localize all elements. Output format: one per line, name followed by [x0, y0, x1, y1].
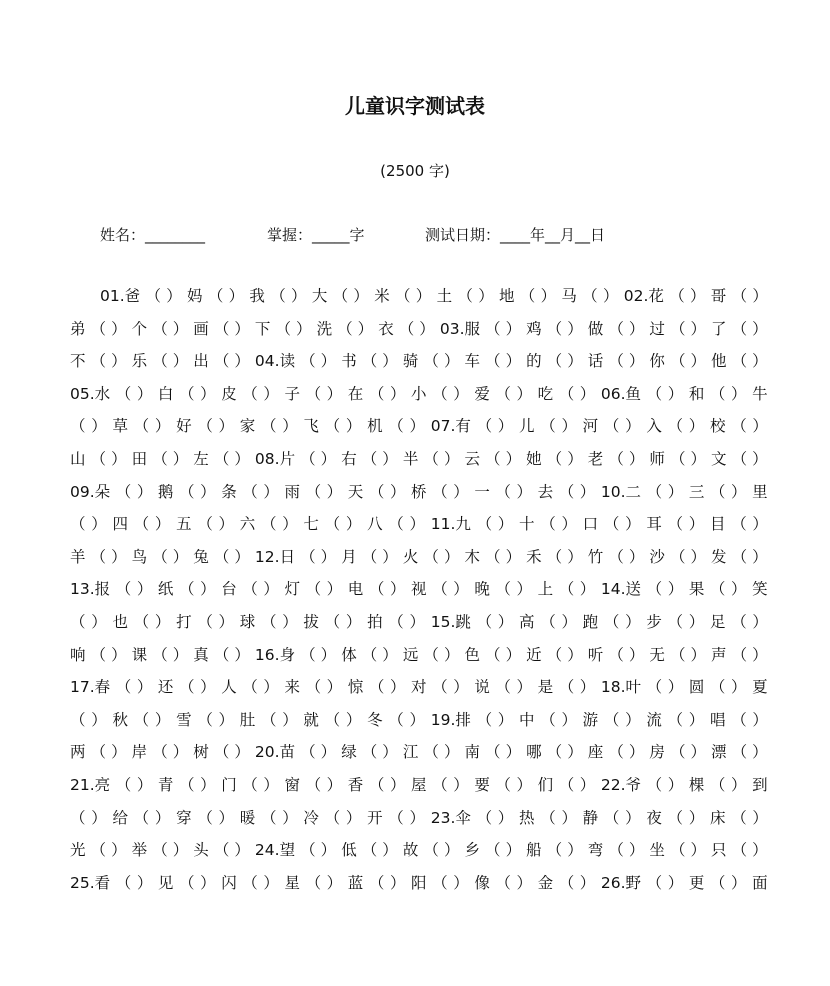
page-title: 儿童识字测试表 — [345, 94, 485, 118]
text-line: （ ） 也 （ ） 打 （ ） 球 （ ） 拔 （ ） 拍 （ ） 15.跳 （ ） 高 （ ） 跑 （ ） 步 （ ） 足 （ ） — [70, 612, 768, 631]
text-line: 不 （ ） 乐 （ ） 出 （ ） 04.读 （ ） 书 （ ） 骑 （ ） 车 （ ） 的 （ ） 话 （ ） 你 （ ） 他 （ ） — [70, 352, 768, 371]
text-line: 弟 （ ） 个 （ ） 画 （ ） 下 （ ） 洗 （ ） 衣 （ ） 03.服 （ ） 鸡 （ ） 做 （ ） 过 （ ） 了 （ ） — [70, 319, 768, 338]
text-line: 25.看 （ ） 见 （ ） 闪 （ ） 星 （ ） 蓝 （ ） 阳 （ ） 像 （ ） 金 （ ） 26.野 （ ） 更 （ ） 面 — [70, 873, 768, 892]
text-line: 13.报 （ ） 纸 （ ） 台 （ ） 灯 （ ） 电 （ ） 视 （ ） 晚 （ ） 上 （ ） 14.送 （ ） 果 （ ） 笑 — [70, 580, 768, 599]
subtitle: (2500 字) — [380, 162, 450, 180]
text-line: 01.爸 （ ） 妈 （ ） 我 （ ） 大 （ ） 米 （ ） 土 （ ） 地 （ ） 马 （ ） 02.花 （ ） 哥 （ ） — [100, 287, 768, 305]
text-line: 山 （ ） 田 （ ） 左 （ ） 08.片 （ ） 右 （ ） 半 （ ） 云 （ ） 她 （ ） 老 （ ） 师 （ ） 文 （ ） — [70, 449, 768, 468]
text-line: （ ） 草 （ ） 好 （ ） 家 （ ） 飞 （ ） 机 （ ） 07.有 （ ） 儿 （ ） 河 （ ） 入 （ ） 校 （ ） — [70, 417, 768, 436]
text-line: 羊 （ ） 鸟 （ ） 兔 （ ） 12.日 （ ） 月 （ ） 火 （ ） 木 （ ） 禾 （ ） 竹 （ ） 沙 （ ） 发 （ ） — [70, 547, 768, 566]
text-line: 17.春 （ ） 还 （ ） 人 （ ） 来 （ ） 惊 （ ） 对 （ ） 说 （ ） 是 （ ） 18.叶 （ ） 圆 （ ） 夏 — [70, 678, 768, 697]
character-test-body — [70, 284, 768, 903]
text-line: 两 （ ） 岸 （ ） 树 （ ） 20.苗 （ ） 绿 （ ） 江 （ ） 南 （ ） 哪 （ ） 座 （ ） 房 （ ） 漂 （ ） — [70, 743, 768, 762]
text-line: （ ） 给 （ ） 穿 （ ） 暖 （ ） 冷 （ ） 开 （ ） 23.伞 （ ） 热 （ ） 静 （ ） 夜 （ ） 床 （ ） — [70, 808, 768, 827]
text-line: 响 （ ） 课 （ ） 真 （ ） 16.身 （ ） 体 （ ） 远 （ ） 色 （ ） 近 （ ） 听 （ ） 无 （ ） 声 （ ） — [70, 645, 768, 664]
text-line: （ ） 四 （ ） 五 （ ） 六 （ ） 七 （ ） 八 （ ） 11.九 （ ） 十 （ ） 口 （ ） 耳 （ ） 目 （ ） — [70, 515, 768, 534]
text-line: 05.水 （ ） 白 （ ） 皮 （ ） 子 （ ） 在 （ ） 小 （ ） 爱 （ ） 吃 （ ） 06.鱼 （ ） 和 （ ） 牛 — [70, 384, 768, 403]
date-field: 测试日期：____年__月__日 — [425, 226, 606, 244]
mastered-field: 掌握：_____字 — [267, 226, 365, 244]
text-line: 21.亮 （ ） 青 （ ） 门 （ ） 窗 （ ） 香 （ ） 屋 （ ） 要 （ ） 们 （ ） 22.爷 （ ） 棵 （ ） 到 — [70, 775, 768, 794]
text-line: 09.朵 （ ） 鹅 （ ） 条 （ ） 雨 （ ） 天 （ ） 桥 （ ） 一 （ ） 去 （ ） 10.二 （ ） 三 （ ） 里 — [70, 482, 768, 501]
text-line: （ ） 秋 （ ） 雪 （ ） 肚 （ ） 就 （ ） 冬 （ ） 19.排 （ ） 中 （ ） 游 （ ） 流 （ ） 唱 （ ） — [70, 710, 768, 729]
name-field: 姓名：________ — [100, 226, 206, 244]
text-line: 光 （ ） 举 （ ） 头 （ ） 24.望 （ ） 低 （ ） 故 （ ） 乡 （ ） 船 （ ） 弯 （ ） 坐 （ ） 只 （ ） — [70, 841, 768, 860]
